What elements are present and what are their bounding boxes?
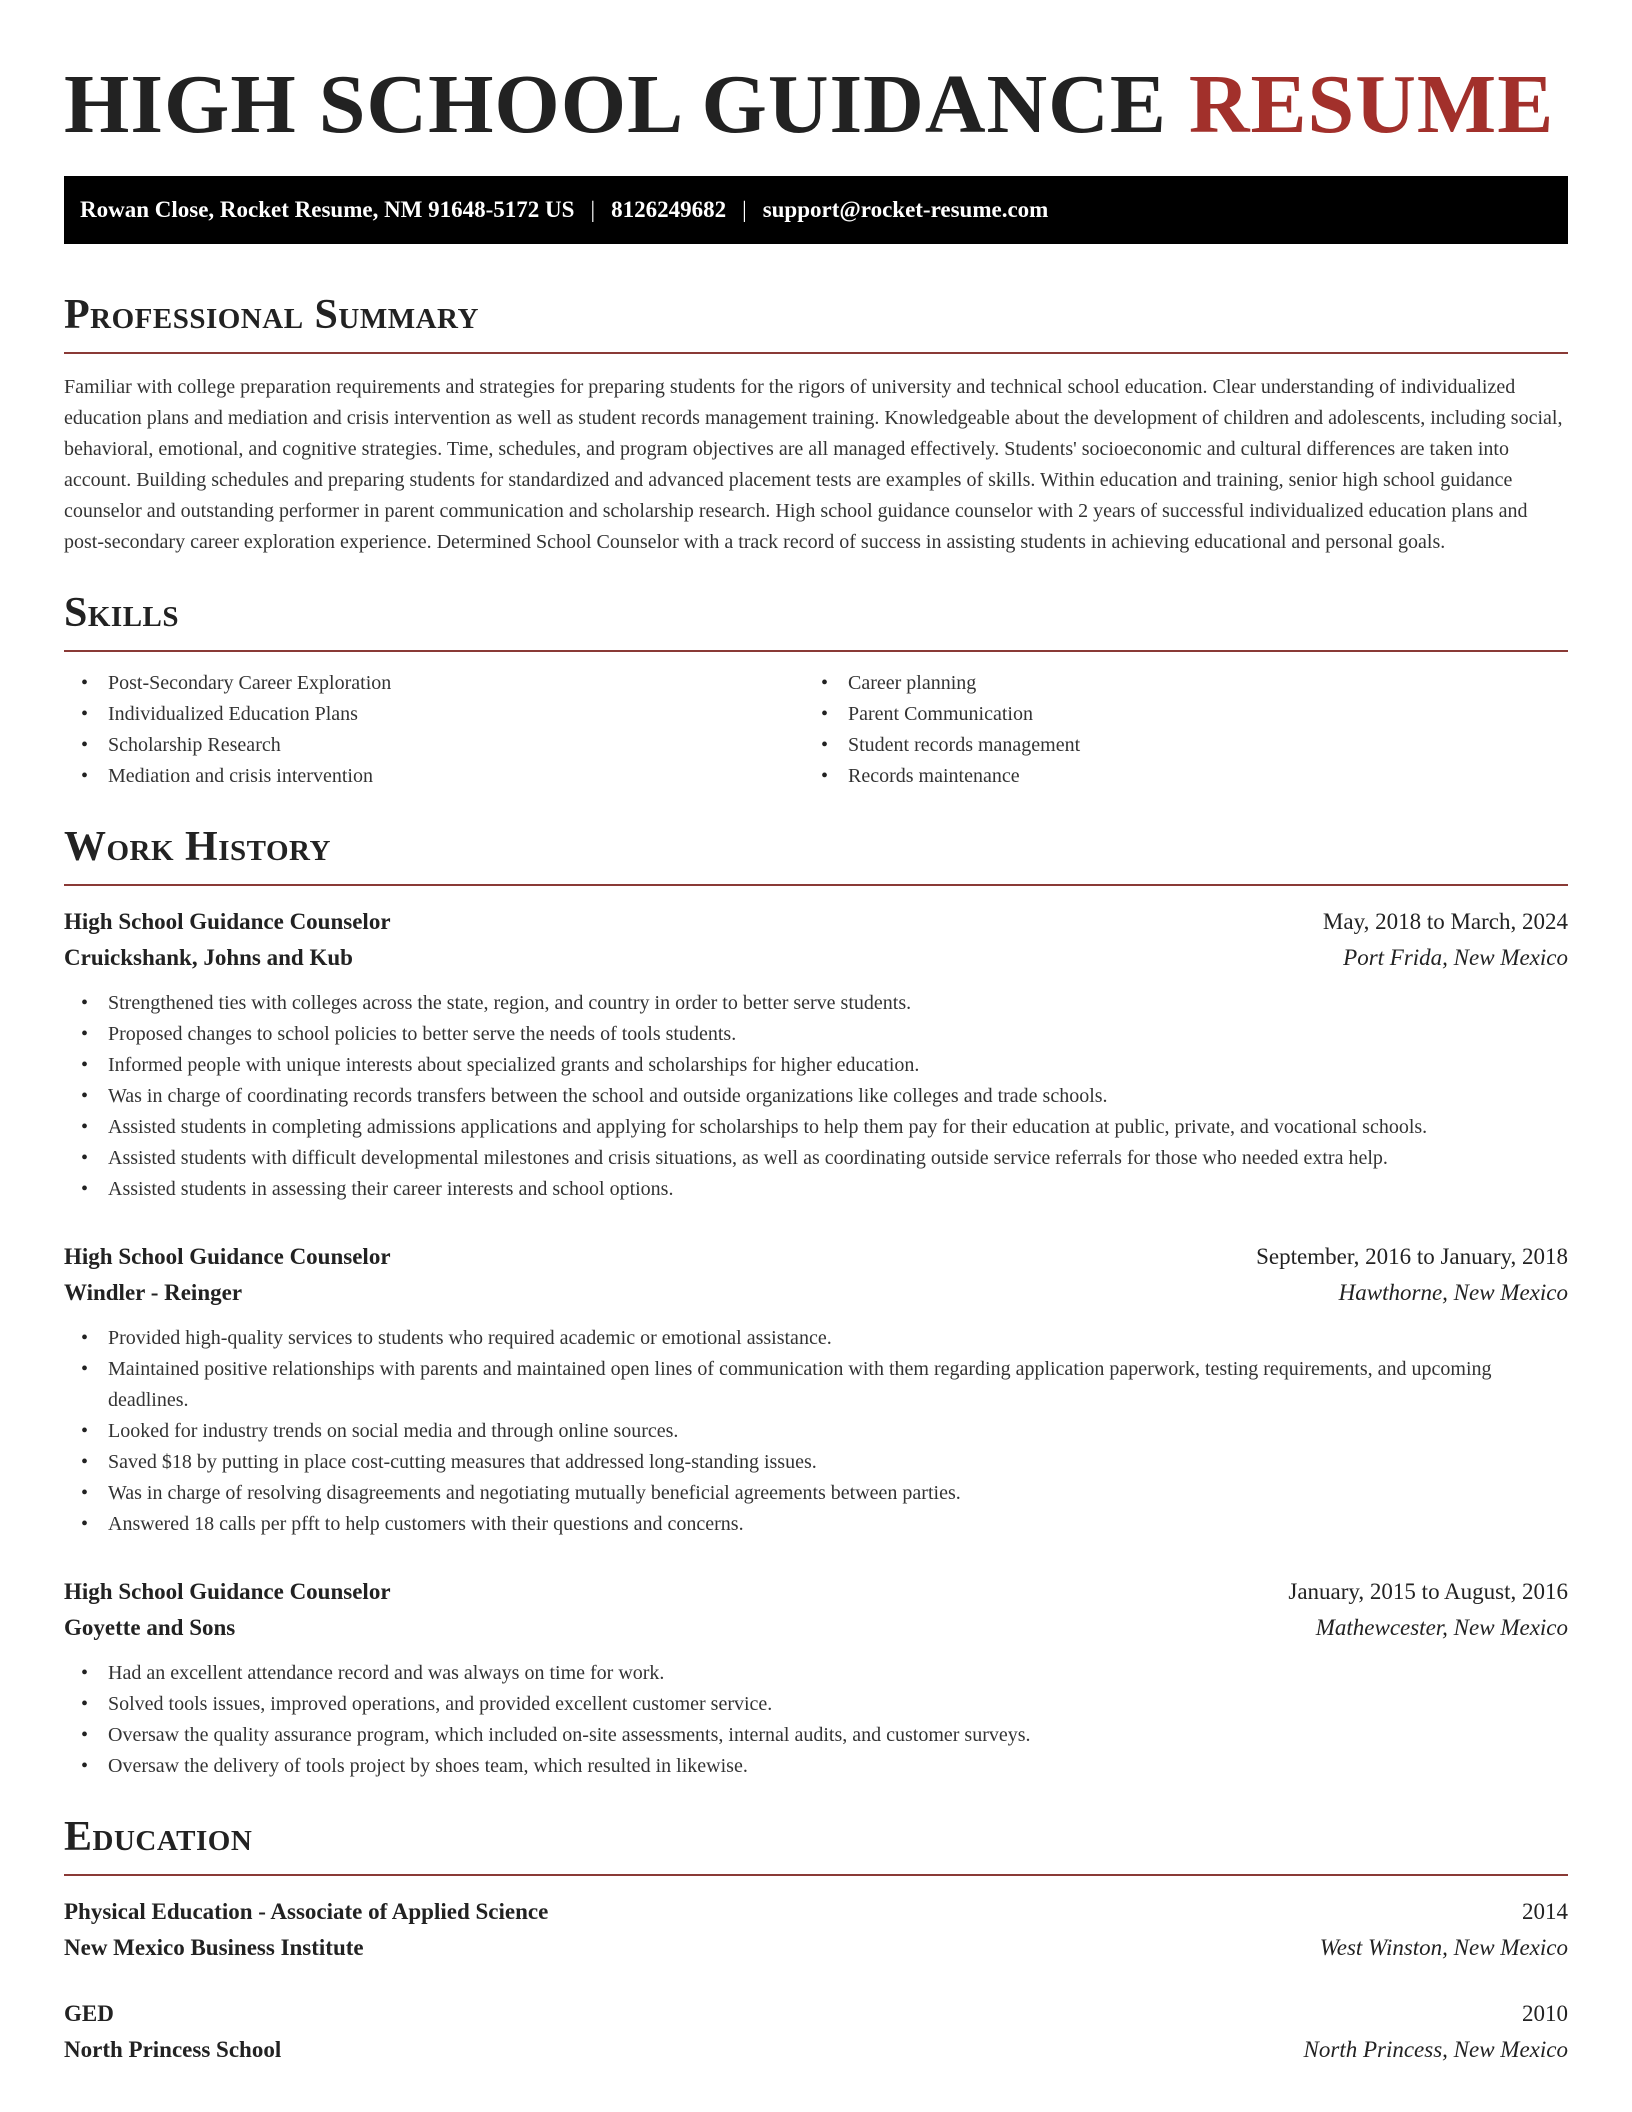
- skills-heading: Skills: [64, 590, 180, 636]
- education-school-row: [64, 1930, 1568, 1966]
- education-school-row: [64, 2032, 1568, 2068]
- contact-address: Rowan Close, Rocket Resume, NM 91648-5172 US: [80, 197, 575, 222]
- education-heading: Education: [64, 1814, 253, 1860]
- education-school: New Mexico Business Institute: [64, 1935, 364, 1960]
- job-company-row: [64, 940, 1568, 976]
- job-entry: [64, 904, 1568, 1205]
- job-title: High School Guidance Counselor: [64, 1579, 391, 1604]
- skill-item: • Records maintenance: [804, 761, 1544, 792]
- job-title-row: [64, 1239, 1568, 1275]
- contact-separator: |: [590, 197, 596, 222]
- job-bullet: • Saved $18 by putting in place cost-cutting measures that addressed long-standing issues.: [64, 1447, 1568, 1478]
- job-bullet: • Oversaw the delivery of tools project by shoes team, which resulted in likewise.: [64, 1751, 1568, 1782]
- job-bullet: • Provided high-quality services to students who required academic or emotional assistance.: [64, 1323, 1568, 1354]
- job-bullet: • Looked for industry trends on social media and through online sources.: [64, 1416, 1568, 1447]
- job-bullet: • Strengthened ties with colleges across the state, region, and country in order to better serve students.: [64, 988, 1568, 1019]
- job-bullet: • Answered 18 calls per pfft to help customers with their questions and concerns.: [64, 1509, 1568, 1540]
- contact-separator: |: [742, 197, 747, 222]
- job-bullets: [64, 1658, 1568, 1782]
- resume-header: [64, 60, 1568, 150]
- job-bullet: • Assisted students with difficult developmental milestones and crisis situations, as well as coordinating outside service referrals for those who needed extra help.: [64, 1143, 1568, 1174]
- skill-item: • Student records management: [804, 730, 1544, 761]
- job-dates: September, 2016 to January, 2018: [1256, 1244, 1568, 1269]
- job-bullet: • Was in charge of coordinating records transfers between the school and outside organizations like colleges and trade schools.: [64, 1081, 1568, 1112]
- education-entry: [64, 1894, 1568, 1966]
- education-degree: Physical Education - Associate of Applied Science: [64, 1899, 549, 1924]
- job-dates: May, 2018 to March, 2024: [1322, 909, 1568, 934]
- education-degree-row: [64, 1996, 1568, 2032]
- education-entry: [64, 1996, 1568, 2068]
- job-title: High School Guidance Counselor: [64, 909, 391, 934]
- work-history-section: [64, 822, 1568, 1782]
- job-bullet: • Assisted students in assessing their career interests and school options.: [64, 1174, 1568, 1205]
- job-bullet: • Had an excellent attendance record and was always on time for work.: [64, 1658, 1568, 1689]
- skills-section: [64, 588, 1568, 792]
- summary-heading: Professional Summary: [64, 292, 479, 338]
- section-divider: [64, 650, 1568, 652]
- education-location: West Winston, New Mexico: [1319, 1935, 1568, 1960]
- summary-section: [64, 290, 1568, 558]
- job-bullet: • Solved tools issues, improved operations, and provided excellent customer service.: [64, 1689, 1568, 1720]
- education-year: 2014: [1522, 1899, 1568, 1924]
- skill-item: • Career planning: [804, 668, 1544, 699]
- job-bullets: [64, 988, 1568, 1205]
- job-bullet: • Proposed changes to school policies to better serve the needs of tools students.: [64, 1019, 1568, 1050]
- job-bullet: • Maintained positive relationships with parents and maintained open lines of communication with them regarding application paperwork, testing requirements, and upcoming deadlines.: [64, 1354, 1568, 1416]
- job-title-row: [64, 904, 1568, 940]
- resume-page: [64, 0, 1568, 2068]
- job-title-row: [64, 1574, 1568, 1610]
- skill-item: • Parent Communication: [804, 699, 1544, 730]
- section-divider: [64, 884, 1568, 886]
- job-entry: [64, 1574, 1568, 1782]
- section-divider: [64, 1874, 1568, 1876]
- skills-list-right: [804, 668, 1544, 792]
- job-company-row: [64, 1610, 1568, 1646]
- job-bullet: • Informed people with unique interests about specialized grants and scholarships for higher education.: [64, 1050, 1568, 1081]
- title-main: HIGH SCHOOL GUIDANCE: [64, 58, 1167, 151]
- resume-title: [64, 60, 1568, 150]
- job-bullets: [64, 1323, 1568, 1540]
- skill-item: • Mediation and crisis intervention: [64, 761, 804, 792]
- skill-item: • Individualized Education Plans: [64, 699, 804, 730]
- summary-text: Familiar with college preparation requirements and strategies for preparing students for the rigors of university and technical school education. Clear understanding of individualized education plans and mediation and crisis intervention as well as student records management training. Knowledgeable about the development of children and adolescents, including social, behavioral, emotional, and cognitive strategies. Time, schedules, and program objectives are all managed effectively. Students' socioeconomic and cultural differences are taken into account. Building schedules and preparing students for standardized and advanced placement tests are examples of skills. Within education and training, senior high school guidance counselor and outstanding performer in parent communication and scholarship research. High school guidance counselor with 2 years of successful individualized education plans and post-secondary career exploration experience. Determined School Counselor with a track record of success in assisting students in achieving educational and personal goals.: [64, 376, 1563, 553]
- title-accent: RESUME: [1188, 58, 1555, 151]
- education-year: 2010: [1522, 2001, 1568, 2026]
- contact-phone: 8126249682: [611, 197, 727, 222]
- work-history-heading: Work History: [64, 824, 331, 870]
- job-company: Cruickshank, Johns and Kub: [64, 945, 353, 970]
- job-company-row: [64, 1275, 1568, 1311]
- job-bullet: • Assisted students in completing admissions applications and applying for scholarships to help them pay for their education at public, private, and vocational schools.: [64, 1112, 1568, 1143]
- contact-email: support@rocket-resume.com: [762, 197, 1049, 222]
- education-section: [64, 1812, 1568, 2068]
- job-bullet: • Oversaw the quality assurance program, which included on-site assessments, internal audits, and customer surveys.: [64, 1720, 1568, 1751]
- education-school: North Princess School: [64, 2037, 282, 2062]
- job-dates: January, 2015 to August, 2016: [1288, 1579, 1568, 1604]
- education-location: North Princess, New Mexico: [1303, 2037, 1568, 2062]
- job-bullet: • Was in charge of resolving disagreements and negotiating mutually beneficial agreements between parties.: [64, 1478, 1568, 1509]
- contact-bar: [64, 176, 1568, 244]
- job-company: Windler - Reinger: [64, 1280, 243, 1305]
- job-location: Hawthorne, New Mexico: [1338, 1280, 1568, 1305]
- job-company: Goyette and Sons: [64, 1615, 236, 1640]
- education-degree-row: [64, 1894, 1568, 1930]
- skill-item: • Scholarship Research: [64, 730, 804, 761]
- education-degree: GED: [64, 2001, 114, 2026]
- skill-item: • Post-Secondary Career Exploration: [64, 668, 804, 699]
- skills-grid: [64, 668, 1568, 792]
- skills-list-left: [64, 668, 804, 792]
- job-location: Port Frida, New Mexico: [1343, 945, 1568, 970]
- job-entry: [64, 1239, 1568, 1540]
- job-title: High School Guidance Counselor: [64, 1244, 391, 1269]
- job-location: Mathewcester, New Mexico: [1315, 1615, 1568, 1640]
- section-divider: [64, 352, 1568, 354]
